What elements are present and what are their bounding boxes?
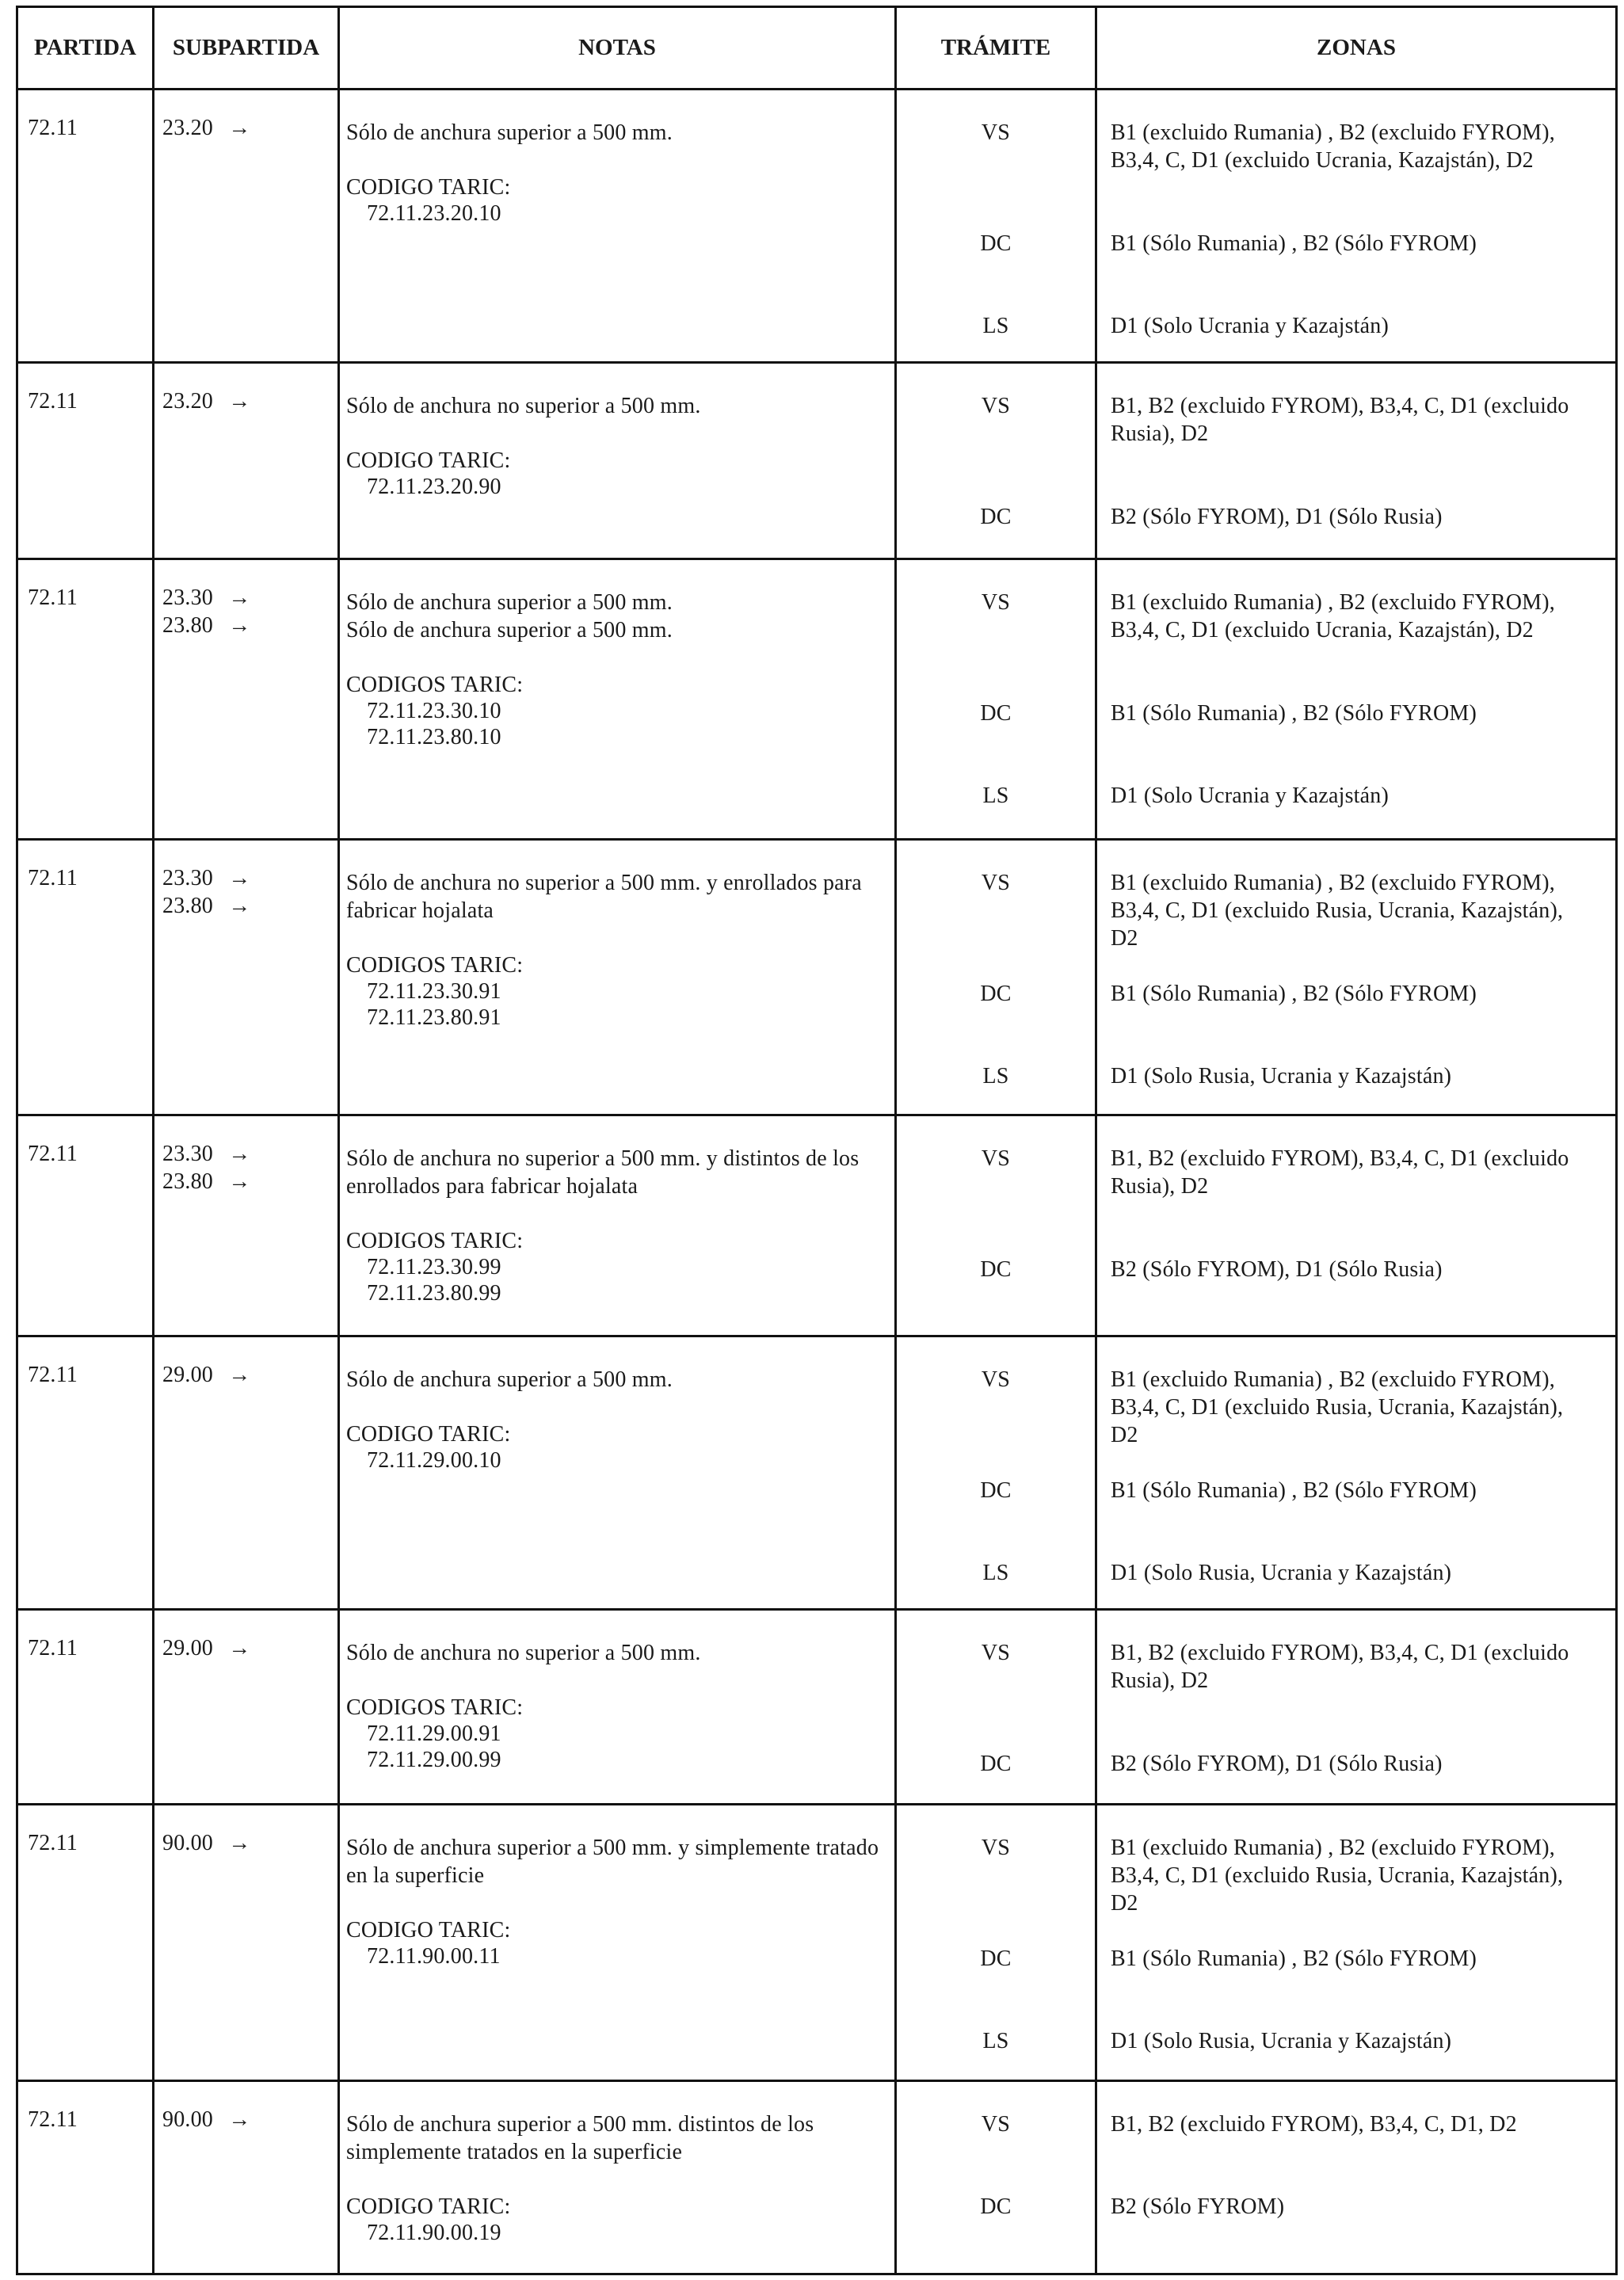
- partida-code: 72.11: [28, 1636, 78, 1660]
- tramite-code: VS: [981, 120, 1011, 145]
- partida-code: 72.11: [28, 2107, 78, 2132]
- subpartida-code: 23.20 →: [162, 116, 251, 140]
- partida-code: 72.11: [28, 866, 78, 890]
- zonas-text: B1 (Sólo Rumania) , B2 (Sólo FYROM): [1111, 982, 1477, 1006]
- tramite-code: LS: [982, 1561, 1009, 1585]
- tramite-code: DC: [980, 1478, 1012, 1503]
- header-subpartida: SUBPARTIDA: [154, 8, 340, 88]
- taric-code: 72.11.23.80.99: [367, 1281, 501, 1306]
- table-row: [18, 90, 1618, 364]
- notas-cell: [340, 841, 897, 1114]
- zonas-cell: [1097, 364, 1618, 558]
- nota-text: Sólo de anchura superior a 500 mm. y simplemente tratado en la superficie: [346, 1836, 879, 1888]
- subpartida-code: 23.80 →: [162, 1169, 251, 1194]
- taric-code: 72.11.29.00.10: [367, 1448, 501, 1473]
- tramite-code: DC: [980, 1946, 1012, 1971]
- subpartida-code: 29.00 →: [162, 1636, 251, 1660]
- table-header: [18, 8, 1618, 90]
- zonas-cell: [1097, 1805, 1618, 2080]
- table-row: [18, 841, 1618, 1116]
- tramite-code: DC: [980, 982, 1012, 1006]
- subpartida-code: 23.20 →: [162, 389, 251, 414]
- nota-text: Sólo de anchura no superior a 500 mm. y distintos de los enrollados para fabricar hojalata: [346, 1146, 860, 1199]
- tramite-code: LS: [982, 784, 1009, 808]
- notas-cell: [340, 90, 897, 361]
- zonas-cell: [1097, 841, 1618, 1114]
- tramite-code: DC: [980, 2194, 1012, 2219]
- zonas-text: B1, B2 (excluido FYROM), B3,4, C, D1 (excluido Rusia), D2: [1111, 394, 1569, 446]
- zonas-text: B2 (Sólo FYROM), D1 (Sólo Rusia): [1111, 1752, 1443, 1776]
- taric-label: CODIGOS TARIC:: [346, 673, 524, 697]
- zonas-cell: [1097, 1116, 1618, 1335]
- zonas-text: D1 (Solo Rusia, Ucrania y Kazajstán): [1111, 1064, 1452, 1089]
- taric-code: 72.11.90.00.19: [367, 2221, 501, 2245]
- tramite-cell: [897, 364, 1097, 558]
- notas-cell: [340, 1805, 897, 2080]
- partida-code: 72.11: [28, 116, 78, 140]
- taric-label: CODIGO TARIC:: [346, 2194, 511, 2219]
- zonas-cell: [1097, 1337, 1618, 1608]
- taric-code: 72.11.23.80.10: [367, 725, 501, 749]
- subpartida-cell: [154, 90, 340, 361]
- taric-code: 72.11.23.30.91: [367, 979, 501, 1004]
- notas-cell: [340, 1337, 897, 1608]
- tramite-code: VS: [981, 1367, 1011, 1392]
- nota-text: Sólo de anchura superior a 500 mm.: [346, 120, 673, 145]
- table-row: [18, 364, 1618, 560]
- tramite-code: LS: [982, 314, 1009, 338]
- subpartida-code: 90.00 →: [162, 1831, 251, 1855]
- partida-code: 72.11: [28, 585, 78, 610]
- header-notas: NOTAS: [340, 8, 897, 88]
- partida-cell: [18, 1611, 154, 1803]
- subpartida-code: 90.00 →: [162, 2107, 251, 2132]
- zonas-text: B1, B2 (excluido FYROM), B3,4, C, D1 (excluido Rusia), D2: [1111, 1146, 1569, 1199]
- subpartida-code: 23.30 →: [162, 1142, 251, 1166]
- subpartida-cell: [154, 2082, 340, 2273]
- zonas-text: B1 (Sólo Rumania) , B2 (Sólo FYROM): [1111, 1946, 1477, 1971]
- tariff-table: [16, 6, 1618, 2275]
- header-tramite: TRÁMITE: [897, 8, 1097, 88]
- zonas-text: B2 (Sólo FYROM), D1 (Sólo Rusia): [1111, 1257, 1443, 1282]
- partida-cell: [18, 841, 154, 1114]
- nota-text: Sólo de anchura superior a 500 mm.: [346, 1367, 673, 1392]
- taric-code: 72.11.29.00.99: [367, 1748, 501, 1772]
- tramite-code: VS: [981, 1146, 1011, 1171]
- taric-label: CODIGO TARIC:: [346, 175, 511, 200]
- nota-text: Sólo de anchura superior a 500 mm. distintos de los simplemente tratados en la superficie: [346, 2112, 814, 2164]
- tramite-code: LS: [982, 2029, 1009, 2053]
- tramite-code: VS: [981, 1836, 1011, 1860]
- tramite-code: DC: [980, 701, 1012, 726]
- table-row: [18, 1805, 1618, 2082]
- table-row: [18, 1611, 1618, 1805]
- partida-code: 72.11: [28, 1142, 78, 1166]
- header-zonas: ZONAS: [1097, 8, 1618, 88]
- subpartida-cell: [154, 1611, 340, 1803]
- tramite-code: VS: [981, 1641, 1011, 1665]
- taric-code: 72.11.23.20.90: [367, 475, 501, 499]
- tramite-cell: [897, 1116, 1097, 1335]
- notas-cell: [340, 1611, 897, 1803]
- table-row: [18, 560, 1618, 841]
- zonas-text: D1 (Solo Ucrania y Kazajstán): [1111, 314, 1390, 338]
- zonas-text: B1, B2 (excluido FYROM), B3,4, C, D1, D2: [1111, 2112, 1517, 2137]
- taric-label: CODIGO TARIC:: [346, 448, 511, 473]
- zonas-text: D1 (Solo Rusia, Ucrania y Kazajstán): [1111, 2029, 1452, 2053]
- partida-cell: [18, 364, 154, 558]
- tramite-cell: [897, 560, 1097, 838]
- subpartida-code: 23.30 →: [162, 585, 251, 610]
- tramite-code: VS: [981, 871, 1011, 895]
- notas-cell: [340, 1116, 897, 1335]
- partida-code: 72.11: [28, 1363, 78, 1387]
- nota-text: Sólo de anchura superior a 500 mm. Sólo de anchura superior a 500 mm.: [346, 590, 673, 642]
- tramite-code: VS: [981, 590, 1011, 615]
- zonas-text: B2 (Sólo FYROM), D1 (Sólo Rusia): [1111, 505, 1443, 529]
- subpartida-cell: [154, 560, 340, 838]
- taric-label: CODIGOS TARIC:: [346, 1695, 524, 1720]
- tramite-code: DC: [980, 1752, 1012, 1776]
- zonas-text: B1 (Sólo Rumania) , B2 (Sólo FYROM): [1111, 701, 1477, 726]
- partida-cell: [18, 1337, 154, 1608]
- header-partida: PARTIDA: [18, 8, 154, 88]
- tramite-cell: [897, 2082, 1097, 2273]
- subpartida-cell: [154, 1337, 340, 1608]
- zonas-text: D1 (Solo Ucrania y Kazajstán): [1111, 784, 1390, 808]
- partida-code: 72.11: [28, 1831, 78, 1855]
- tramite-cell: [897, 841, 1097, 1114]
- notas-cell: [340, 364, 897, 558]
- zonas-text: B1 (excluido Rumania) , B2 (excluido FYROM), B3,4, C, D1 (excluido Rusia, Ucrania, Kazajstán), D2: [1111, 1367, 1564, 1447]
- nota-text: Sólo de anchura no superior a 500 mm. y enrollados para fabricar hojalata: [346, 871, 862, 923]
- taric-label: CODIGO TARIC:: [346, 1422, 511, 1447]
- zonas-text: B1 (excluido Rumania) , B2 (excluido FYROM), B3,4, C, D1 (excluido Ucrania, Kazajstán), D2: [1111, 120, 1555, 173]
- taric-label: CODIGO TARIC:: [346, 1918, 511, 1943]
- tramite-code: VS: [981, 394, 1011, 418]
- tramite-code: DC: [980, 1257, 1012, 1282]
- subpartida-cell: [154, 841, 340, 1114]
- zonas-cell: [1097, 90, 1618, 361]
- zonas-cell: [1097, 1611, 1618, 1803]
- tramite-code: VS: [981, 2112, 1011, 2137]
- subpartida-cell: [154, 364, 340, 558]
- subpartida-code: 23.80 →: [162, 613, 251, 638]
- partida-cell: [18, 90, 154, 361]
- partida-cell: [18, 2082, 154, 2273]
- subpartida-code: 23.30 →: [162, 866, 251, 890]
- tramite-cell: [897, 1805, 1097, 2080]
- tramite-cell: [897, 90, 1097, 361]
- taric-code: 72.11.23.30.99: [367, 1255, 501, 1279]
- taric-code: 72.11.90.00.11: [367, 1944, 501, 1969]
- taric-code: 72.11.23.80.91: [367, 1005, 501, 1030]
- taric-code: 72.11.29.00.91: [367, 1721, 501, 1746]
- partida-cell: [18, 560, 154, 838]
- nota-text: Sólo de anchura no superior a 500 mm.: [346, 394, 701, 418]
- partida-cell: [18, 1805, 154, 2080]
- tramite-cell: [897, 1337, 1097, 1608]
- subpartida-code: 29.00 →: [162, 1363, 251, 1387]
- taric-label: CODIGOS TARIC:: [346, 1229, 524, 1253]
- tramite-code: LS: [982, 1064, 1009, 1089]
- table-row: [18, 2082, 1618, 2275]
- tramite-code: DC: [980, 505, 1012, 529]
- zonas-text: B1 (excluido Rumania) , B2 (excluido FYROM), B3,4, C, D1 (excluido Rusia, Ucrania, Kazajstán), D2: [1111, 1836, 1564, 1916]
- zonas-text: B2 (Sólo FYROM): [1111, 2194, 1285, 2219]
- zonas-text: B1 (excluido Rumania) , B2 (excluido FYROM), B3,4, C, D1 (excluido Rusia, Ucrania, Kazajstán), D2: [1111, 871, 1564, 951]
- partida-code: 72.11: [28, 389, 78, 414]
- table-row: [18, 1116, 1618, 1337]
- taric-code: 72.11.23.30.10: [367, 699, 501, 723]
- zonas-cell: [1097, 560, 1618, 838]
- nota-text: Sólo de anchura no superior a 500 mm.: [346, 1641, 701, 1665]
- taric-label: CODIGOS TARIC:: [346, 953, 524, 978]
- notas-cell: [340, 2082, 897, 2273]
- subpartida-cell: [154, 1116, 340, 1335]
- zonas-text: B1 (Sólo Rumania) , B2 (Sólo FYROM): [1111, 1478, 1477, 1503]
- table-row: [18, 1337, 1618, 1611]
- tramite-cell: [897, 1611, 1097, 1803]
- zonas-cell: [1097, 2082, 1618, 2273]
- zonas-text: B1 (excluido Rumania) , B2 (excluido FYROM), B3,4, C, D1 (excluido Ucrania, Kazajstán), D2: [1111, 590, 1555, 642]
- notas-cell: [340, 560, 897, 838]
- subpartida-code: 23.80 →: [162, 894, 251, 918]
- subpartida-cell: [154, 1805, 340, 2080]
- taric-code: 72.11.23.20.10: [367, 201, 501, 226]
- zonas-text: B1, B2 (excluido FYROM), B3,4, C, D1 (excluido Rusia), D2: [1111, 1641, 1569, 1693]
- zonas-text: D1 (Solo Rusia, Ucrania y Kazajstán): [1111, 1561, 1452, 1585]
- zonas-text: B1 (Sólo Rumania) , B2 (Sólo FYROM): [1111, 231, 1477, 256]
- tramite-code: DC: [980, 231, 1012, 256]
- partida-cell: [18, 1116, 154, 1335]
